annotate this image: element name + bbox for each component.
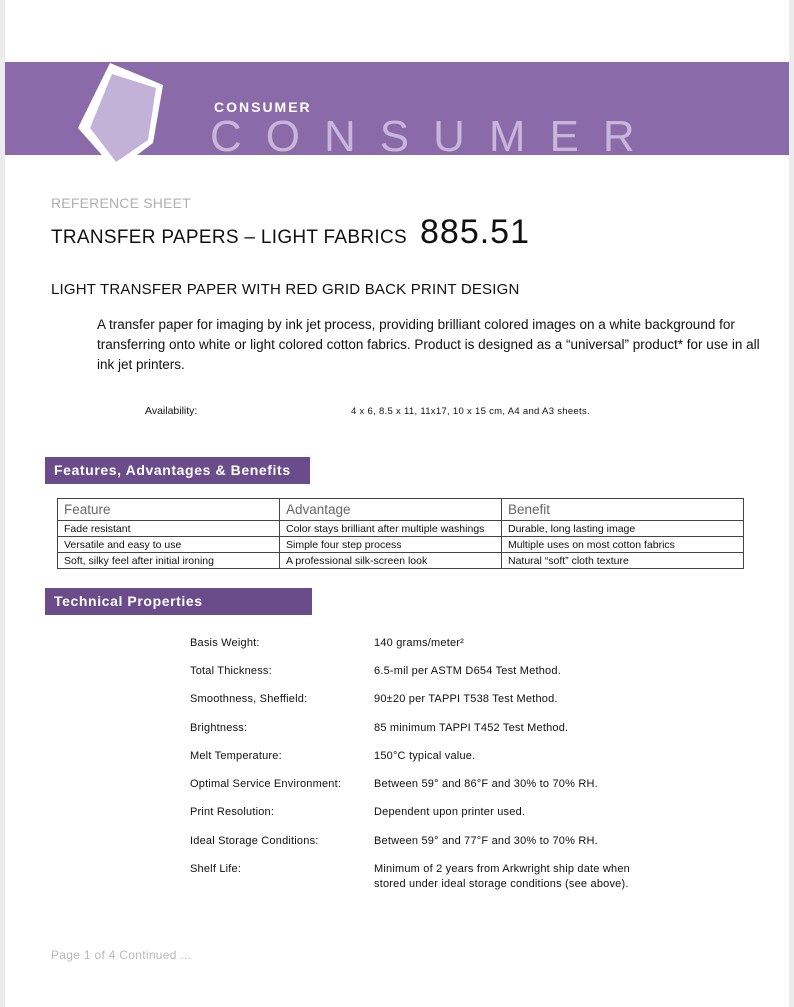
availability-label: Availability: bbox=[145, 405, 198, 417]
smoothness-value: 90±20 per TAPPI T538 Test Method. bbox=[374, 693, 558, 705]
technical-section-header: Technical Properties bbox=[45, 588, 312, 615]
storage-conditions-label: Ideal Storage Conditions: bbox=[190, 835, 319, 847]
feature-column-header: Feature bbox=[58, 499, 280, 521]
availability-value: 4 x 6, 8.5 x 11, 11x17, 10 x 15 cm, A4 and A3 sheets. bbox=[351, 406, 590, 417]
benefit-cell: Multiple uses on most cotton fabrics bbox=[502, 537, 744, 553]
total-thickness-value: 6.5-mil per ASTM D654 Test Method. bbox=[374, 665, 561, 677]
product-description: A transfer paper for imaging by ink jet process, providing brilliant colored images on a white background for transferring onto white or light colored cotton fabrics. Product is designed as a “universal” product* for use in all ink jet printers. bbox=[97, 317, 760, 372]
page-footer: Page 1 of 4 Continued ... bbox=[51, 948, 192, 962]
advantage-cell: A professional silk-screen look bbox=[280, 553, 502, 569]
features-table bbox=[57, 498, 744, 569]
brand-wordmark-large: CONSUMER bbox=[210, 112, 659, 161]
table-row bbox=[58, 553, 744, 569]
feature-cell: Fade resistant bbox=[58, 521, 280, 537]
storage-conditions-value: Between 59° and 77°F and 30% to 70% RH. bbox=[374, 835, 598, 847]
print-resolution-label: Print Resolution: bbox=[190, 806, 275, 818]
advantage-cell: Simple four step process bbox=[280, 537, 502, 553]
service-environment-value: Between 59° and 86°F and 30% to 70% RH. bbox=[374, 778, 598, 790]
benefit-cell: Natural “soft” cloth texture bbox=[502, 553, 744, 569]
print-resolution-value: Dependent upon printer used. bbox=[374, 806, 526, 818]
page-edge-right bbox=[789, 0, 794, 1007]
feature-cell: Soft, silky feel after initial ironing bbox=[58, 553, 280, 569]
paper-sheet-logo-icon bbox=[68, 58, 178, 176]
product-subtitle: LIGHT TRANSFER PAPER WITH RED GRID BACK PRINT DESIGN bbox=[51, 281, 520, 298]
basis-weight-label: Basis Weight: bbox=[190, 637, 260, 649]
benefit-column-header: Benefit bbox=[502, 499, 744, 521]
brand-wordmark-small: CONSUMER bbox=[214, 99, 312, 115]
service-environment-label: Optimal Service Environment: bbox=[190, 778, 342, 790]
table-row bbox=[58, 521, 744, 537]
product-code: 885.51 bbox=[420, 213, 530, 251]
table-header-row bbox=[58, 499, 744, 521]
shelf-life-value: Minimum of 2 years from Arkwright ship date when bbox=[374, 863, 630, 875]
advantage-cell: Color stays brilliant after multiple washings bbox=[280, 521, 502, 537]
brightness-label: Brightness: bbox=[190, 722, 248, 734]
advantage-column-header: Advantage bbox=[280, 499, 502, 521]
product-name: TRANSFER PAPERS – LIGHT FABRICS bbox=[51, 227, 407, 248]
smoothness-label: Smoothness, Sheffield: bbox=[190, 693, 308, 705]
brightness-value: 85 minimum TAPPI T452 Test Method. bbox=[374, 722, 569, 734]
total-thickness-label: Total Thickness: bbox=[190, 665, 272, 677]
feature-cell: Versatile and easy to use bbox=[58, 537, 280, 553]
basis-weight-value: 140 grams/meter² bbox=[374, 637, 465, 649]
shelf-life-value-continued: stored under ideal storage conditions (see above). bbox=[374, 878, 629, 890]
melt-temperature-value: 150°C typical value. bbox=[374, 750, 476, 762]
shelf-life-label: Shelf Life: bbox=[190, 863, 242, 875]
melt-temperature-label: Melt Temperature: bbox=[190, 750, 282, 762]
benefit-cell: Durable, long lasting image bbox=[502, 521, 744, 537]
features-section-header: Features, Advantages & Benefits bbox=[45, 457, 310, 484]
reference-sheet-label: REFERENCE SHEET bbox=[51, 195, 191, 211]
table-row bbox=[58, 537, 744, 553]
